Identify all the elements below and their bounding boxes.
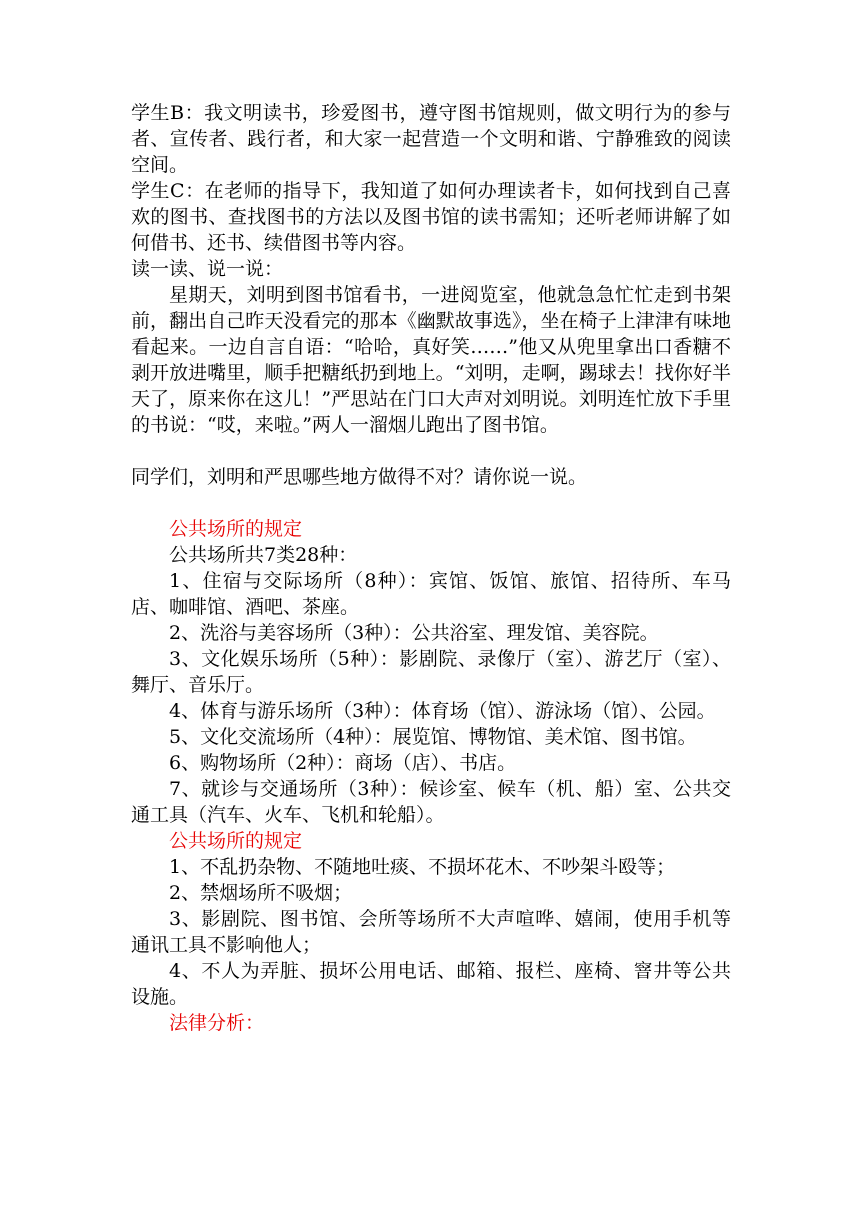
category-item: 3、文化娱乐场所（5种）：影剧院、录像厅（室）、游艺厅（室）、舞厅、音乐厅。	[131, 648, 731, 696]
rule-item: 2、禁烟场所不吸烟；	[169, 882, 353, 904]
section-heading-rules: 公共场所的规定	[169, 830, 303, 852]
section-heading-public-places: 公共场所的规定	[169, 518, 303, 540]
student-b-paragraph: 学生B：我文明读书，珍爱图书，遵守图书馆规则，做文明行为的参与者、宣传者、践行者，和大家一起营造一个文明和谐、宁静雅致的阅读空间。	[131, 102, 731, 176]
categories-intro: 公共场所共7类28种：	[169, 544, 358, 566]
category-item: 1、住宿与交际场所（8种）：宾馆、饭馆、旅馆、招待所、车马店、咖啡馆、酒吧、茶座。	[131, 570, 731, 618]
section-heading-legal-analysis: 法律分析：	[169, 1012, 265, 1034]
question-paragraph: 同学们，刘明和严思哪些地方做得不对？请你说一说。	[131, 466, 588, 488]
category-item: 2、洗浴与美容场所（3种）：公共浴室、理发馆、美容院。	[169, 622, 659, 644]
student-c-paragraph: 学生C：在老师的指导下，我知道了如何办理读者卡，如何找到自己喜欢的图书、查找图书的方法以及图书馆的读书需知；还听老师讲解了如何借书、还书、续借图书等内容。	[131, 180, 731, 254]
rule-item: 1、不乱扔杂物、不随地吐痰、不损坏花木、不吵架斗殴等；	[169, 856, 676, 878]
rule-item: 3、影剧院、图书馆、会所等场所不大声喧哗、嬉闹，使用手机等通讯工具不影响他人；	[131, 908, 731, 956]
story-paragraph: 星期天，刘明到图书馆看书，一进阅览室，他就急急忙忙走到书架前，翻出自己昨天没看完的那本《幽默故事选》，坐在椅子上津津有味地看起来。一边自言自语：“哈哈，真好笑……”他又从兜里拿出口香糖不剥开放进嘴里，顺手把糖纸扔到地上。“刘明，走啊，踢球去！找你好半天了，原来你在这儿！”严思站在门口大声对刘明说。刘明连忙放下手里的书说：“哎，来啦。”两人一溜烟儿跑出了图书馆。	[131, 284, 731, 436]
category-item: 4、体育与游乐场所（3种）：体育场（馆）、游泳场（馆）、公园。	[169, 700, 716, 722]
category-item: 5、文化交流场所（4种）：展览馆、博物馆、美术馆、图书馆。	[169, 726, 697, 748]
rule-item: 4、不人为弄脏、损坏公用电话、邮箱、报栏、座椅、窨井等公共设施。	[131, 960, 731, 1008]
blank-line	[131, 490, 731, 516]
category-item: 7、就诊与交通场所（3种）：候诊室、候车（机、船）室、公共交通工具（汽车、火车、飞机和轮船）。	[131, 778, 731, 826]
blank-line	[131, 438, 731, 464]
read-say-label: 读一读、说一说：	[131, 258, 284, 280]
document-page	[131, 100, 731, 1036]
category-item: 6、购物场所（2种）：商场（店）、书店。	[169, 752, 517, 774]
